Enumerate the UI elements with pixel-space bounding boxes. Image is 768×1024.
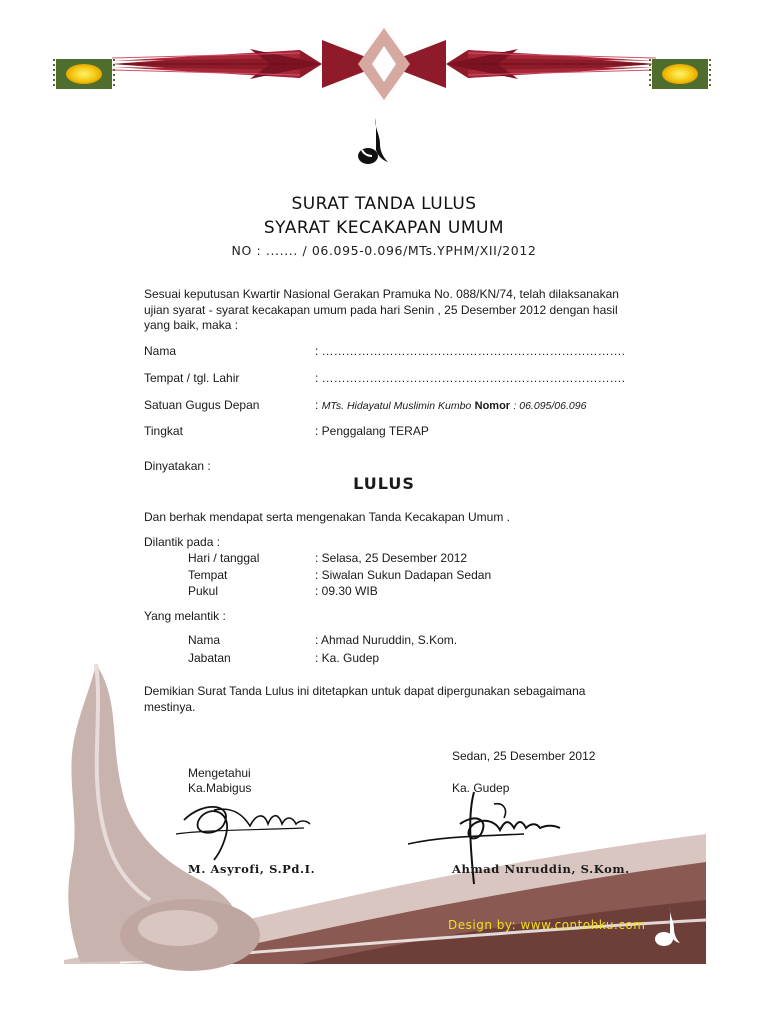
- field-label-nama: Nama: [144, 344, 177, 358]
- field-value-nama: : ………………………………………………………………….: [315, 344, 626, 358]
- document-number: NO : ....... / 06.095-0.096/MTs.YPHM/XII/2012: [231, 243, 537, 258]
- gugus-nomor-value: : 06.095/06.096: [513, 400, 587, 412]
- inauguration-place-label: Tempat: [188, 568, 228, 582]
- closing-paragraph: Demikian Surat Tanda Lulus ini ditetapkan untuk dapat dipergunakan sebagaimana mestinya.: [144, 684, 586, 714]
- left-signatory-line1: Mengetahui: [188, 766, 251, 780]
- right-signatory-line1: Ka. Gudep: [452, 781, 510, 795]
- field-label-tingkat: Tingkat: [144, 424, 183, 438]
- result-lulus: LULUS: [353, 474, 415, 493]
- intro-paragraph: Sesuai keputusan Kwartir Nasional Gerakan Pramuka No. 088/KN/74, telah dilaksanakan ujian syarat - syarat kecakapan umum pada hari Senin , 25 Desember 2012 dengan hasil yang baik, maka :: [144, 287, 619, 332]
- inaugurator-name-value: : Ahmad Nuruddin, S.Kom.: [315, 633, 458, 647]
- field-value-tingkat: : Penggalang TERAP: [315, 424, 429, 438]
- inauguration-day-label: Hari / tanggal: [188, 551, 260, 565]
- inaugurator-heading: Yang melantik :: [144, 609, 226, 623]
- inauguration-place-value: : Siwalan Sukun Dadapan Sedan: [315, 568, 492, 582]
- left-signatory-line2: Ka.Mabigus: [188, 781, 252, 795]
- document-title-line2: SYARAT KECAKAPAN UMUM: [263, 218, 505, 238]
- field-label-ttl: Tempat / tgl. Lahir: [144, 371, 240, 385]
- place-date: Sedan, 25 Desember 2012: [452, 749, 596, 763]
- entitled-text: Dan berhak mendapat serta mengenakan Tanda Kecakapan Umum .: [144, 510, 511, 524]
- inauguration-heading: Dilantik pada :: [144, 535, 221, 549]
- gugus-nomor-label: Nomor: [474, 400, 511, 412]
- footer-credit: Design by: www.contohku.com: [448, 918, 646, 932]
- field-value-gugus: [315, 398, 586, 414]
- gugus-name: MTs. Hidayatul Muslimin Kumbo: [321, 400, 472, 412]
- document-title-line1: SURAT TANDA LULUS: [291, 194, 477, 214]
- left-signatory-name: M. Asyrofi, S.Pd.I.: [188, 862, 316, 876]
- field-label-gugus: Satuan Gugus Depan: [144, 398, 260, 412]
- inaugurator-position-value: : Ka. Gudep: [315, 651, 380, 665]
- inauguration-time-value: : 09.30 WIB: [315, 584, 378, 598]
- inauguration-day-value: : Selasa, 25 Desember 2012: [315, 551, 468, 565]
- inaugurator-name-label: Nama: [188, 633, 221, 647]
- right-signatory-name: Ahmad Nuruddin, S.Kom.: [452, 862, 630, 876]
- inaugurator-position-label: Jabatan: [188, 651, 231, 665]
- scout-logo-footer-icon: [652, 905, 682, 949]
- gugus-colon: :: [315, 398, 319, 412]
- declared-label: Dinyatakan :: [144, 459, 211, 473]
- field-value-ttl: : ………………………………………………………………….: [315, 371, 626, 385]
- signature-mabigus: [174, 790, 314, 864]
- inauguration-time-label: Pukul: [188, 584, 219, 598]
